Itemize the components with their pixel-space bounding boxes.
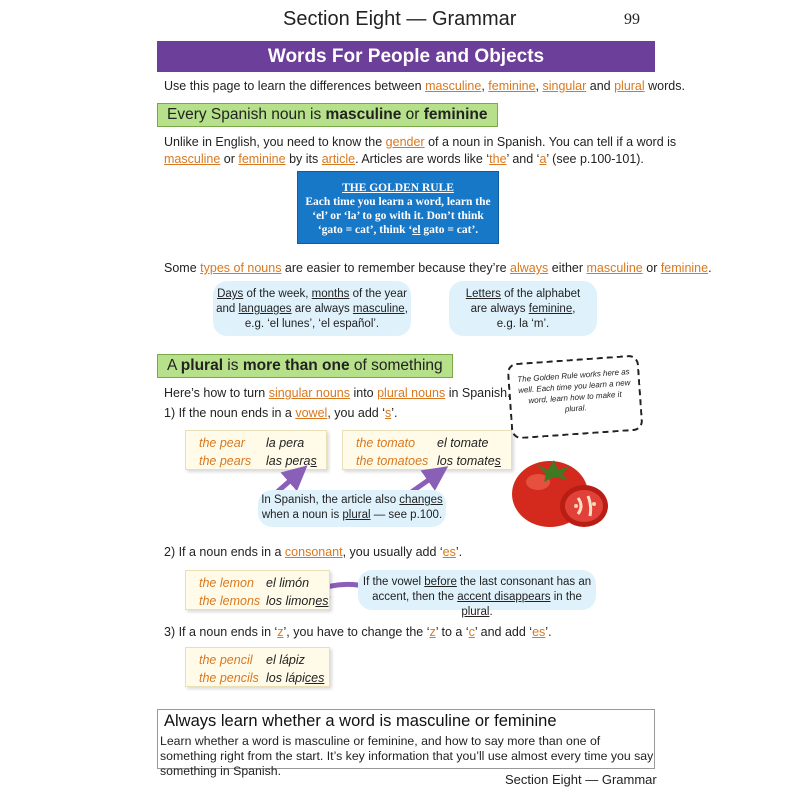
- vocab-spanish: los limones: [266, 594, 329, 608]
- vocab-english: the pencils: [199, 671, 259, 685]
- vocab-english: the lemon: [199, 576, 254, 590]
- golden-rule-line3: ‘gato = cat’, think ‘el gato = cat’.: [317, 224, 479, 236]
- rule-consonant: 2) If a noun ends in a consonant, you usually add ‘es’.: [164, 545, 463, 559]
- vocab-english: the tomatoes: [356, 454, 429, 468]
- vocab-english: the pencil: [199, 653, 253, 667]
- page-title-banner: Words For People and Objects: [157, 41, 655, 72]
- plural-intro-text: Here’s how to turn singular nouns into plural nouns in Spanish.: [164, 386, 511, 400]
- gender-paragraph-line1: Unlike in English, you need to know the gender of a noun in Spanish. You can tell if a word is: [164, 135, 677, 149]
- vocab-card-pear: [185, 430, 327, 470]
- golden-rule-line1: Each time you learn a word, learn the: [305, 196, 491, 208]
- golden-rule-title: THE GOLDEN RULE: [342, 182, 454, 194]
- vocab-spanish: los lápices: [266, 671, 325, 685]
- summary-title: Always learn whether a word is masculine or feminine: [164, 712, 557, 730]
- heading-plural: A plural is more than one of something: [157, 354, 453, 378]
- bubble-accent-disappears: If the vowel before the last consonant has an accent, then the accent disappears in the plural.: [358, 570, 596, 610]
- intro-text: Use this page to learn the differences between masculine, feminine, singular and plural words.: [164, 79, 685, 93]
- vocab-english: the tomato: [356, 436, 416, 450]
- bubble-days-months-languages: Days of the week, months of the year and languages are always masculine, e.g. ‘el lunes’, ‘el español’.: [213, 281, 411, 336]
- page-number: 99: [624, 11, 640, 28]
- rule-z-ending: 3) If a noun ends in ‘z’, you have to change the ‘z’ to a ‘c’ and add ‘es’.: [164, 625, 552, 639]
- rule-vowel: 1) If the noun ends in a vowel, you add ‘s’.: [164, 406, 398, 420]
- vocab-card-pencil: [185, 647, 330, 687]
- summary-body: Learn whether a word is masculine or feminine, and how to say more than one of something right from the start. It’s key information that you’ll use almost every time you say something in Spanish.: [160, 734, 654, 778]
- bubble-letters: Letters of the alphabet are always feminine, e.g. la ‘m’.: [449, 281, 597, 336]
- vocab-spanish: las peras: [266, 454, 317, 468]
- golden-rule-side-note: The Golden Rule works here as well. Each time you learn a new word, learn how to make it plural.: [507, 354, 644, 439]
- bubble-article-changes: In Spanish, the article also changes when a noun is plural — see p.100.: [258, 490, 446, 527]
- vocab-spanish: el lápiz: [266, 653, 305, 667]
- tomato-illustration: [508, 452, 612, 530]
- heading-noun-gender: Every Spanish noun is masculine or feminine: [157, 103, 498, 127]
- noun-types-text: Some types of nouns are easier to remember because they’re always either masculine or feminine.: [164, 261, 712, 275]
- gender-paragraph-line2: masculine or feminine by its article. Articles are words like ‘the’ and ‘a’ (see p.100-101).: [164, 152, 644, 166]
- vocab-card-lemon: [185, 570, 330, 610]
- vocab-spanish: los tomates: [437, 454, 501, 468]
- vocab-spanish: la pera: [266, 436, 305, 450]
- footer-section-label: Section Eight — Grammar: [505, 772, 657, 787]
- vocab-english: the lemons: [199, 594, 261, 608]
- section-header-title: Section Eight — Grammar: [283, 8, 517, 30]
- golden-rule-line2: ‘el’ or ‘la’ to go with it. Don’t think: [312, 210, 484, 222]
- vocab-spanish: el limón: [266, 576, 310, 590]
- vocab-card-tomato: [342, 430, 512, 470]
- golden-rule-box: [297, 171, 499, 244]
- vocab-english: the pear: [199, 436, 245, 450]
- vocab-spanish: el tomate: [437, 436, 489, 450]
- vocab-english: the pears: [199, 454, 252, 468]
